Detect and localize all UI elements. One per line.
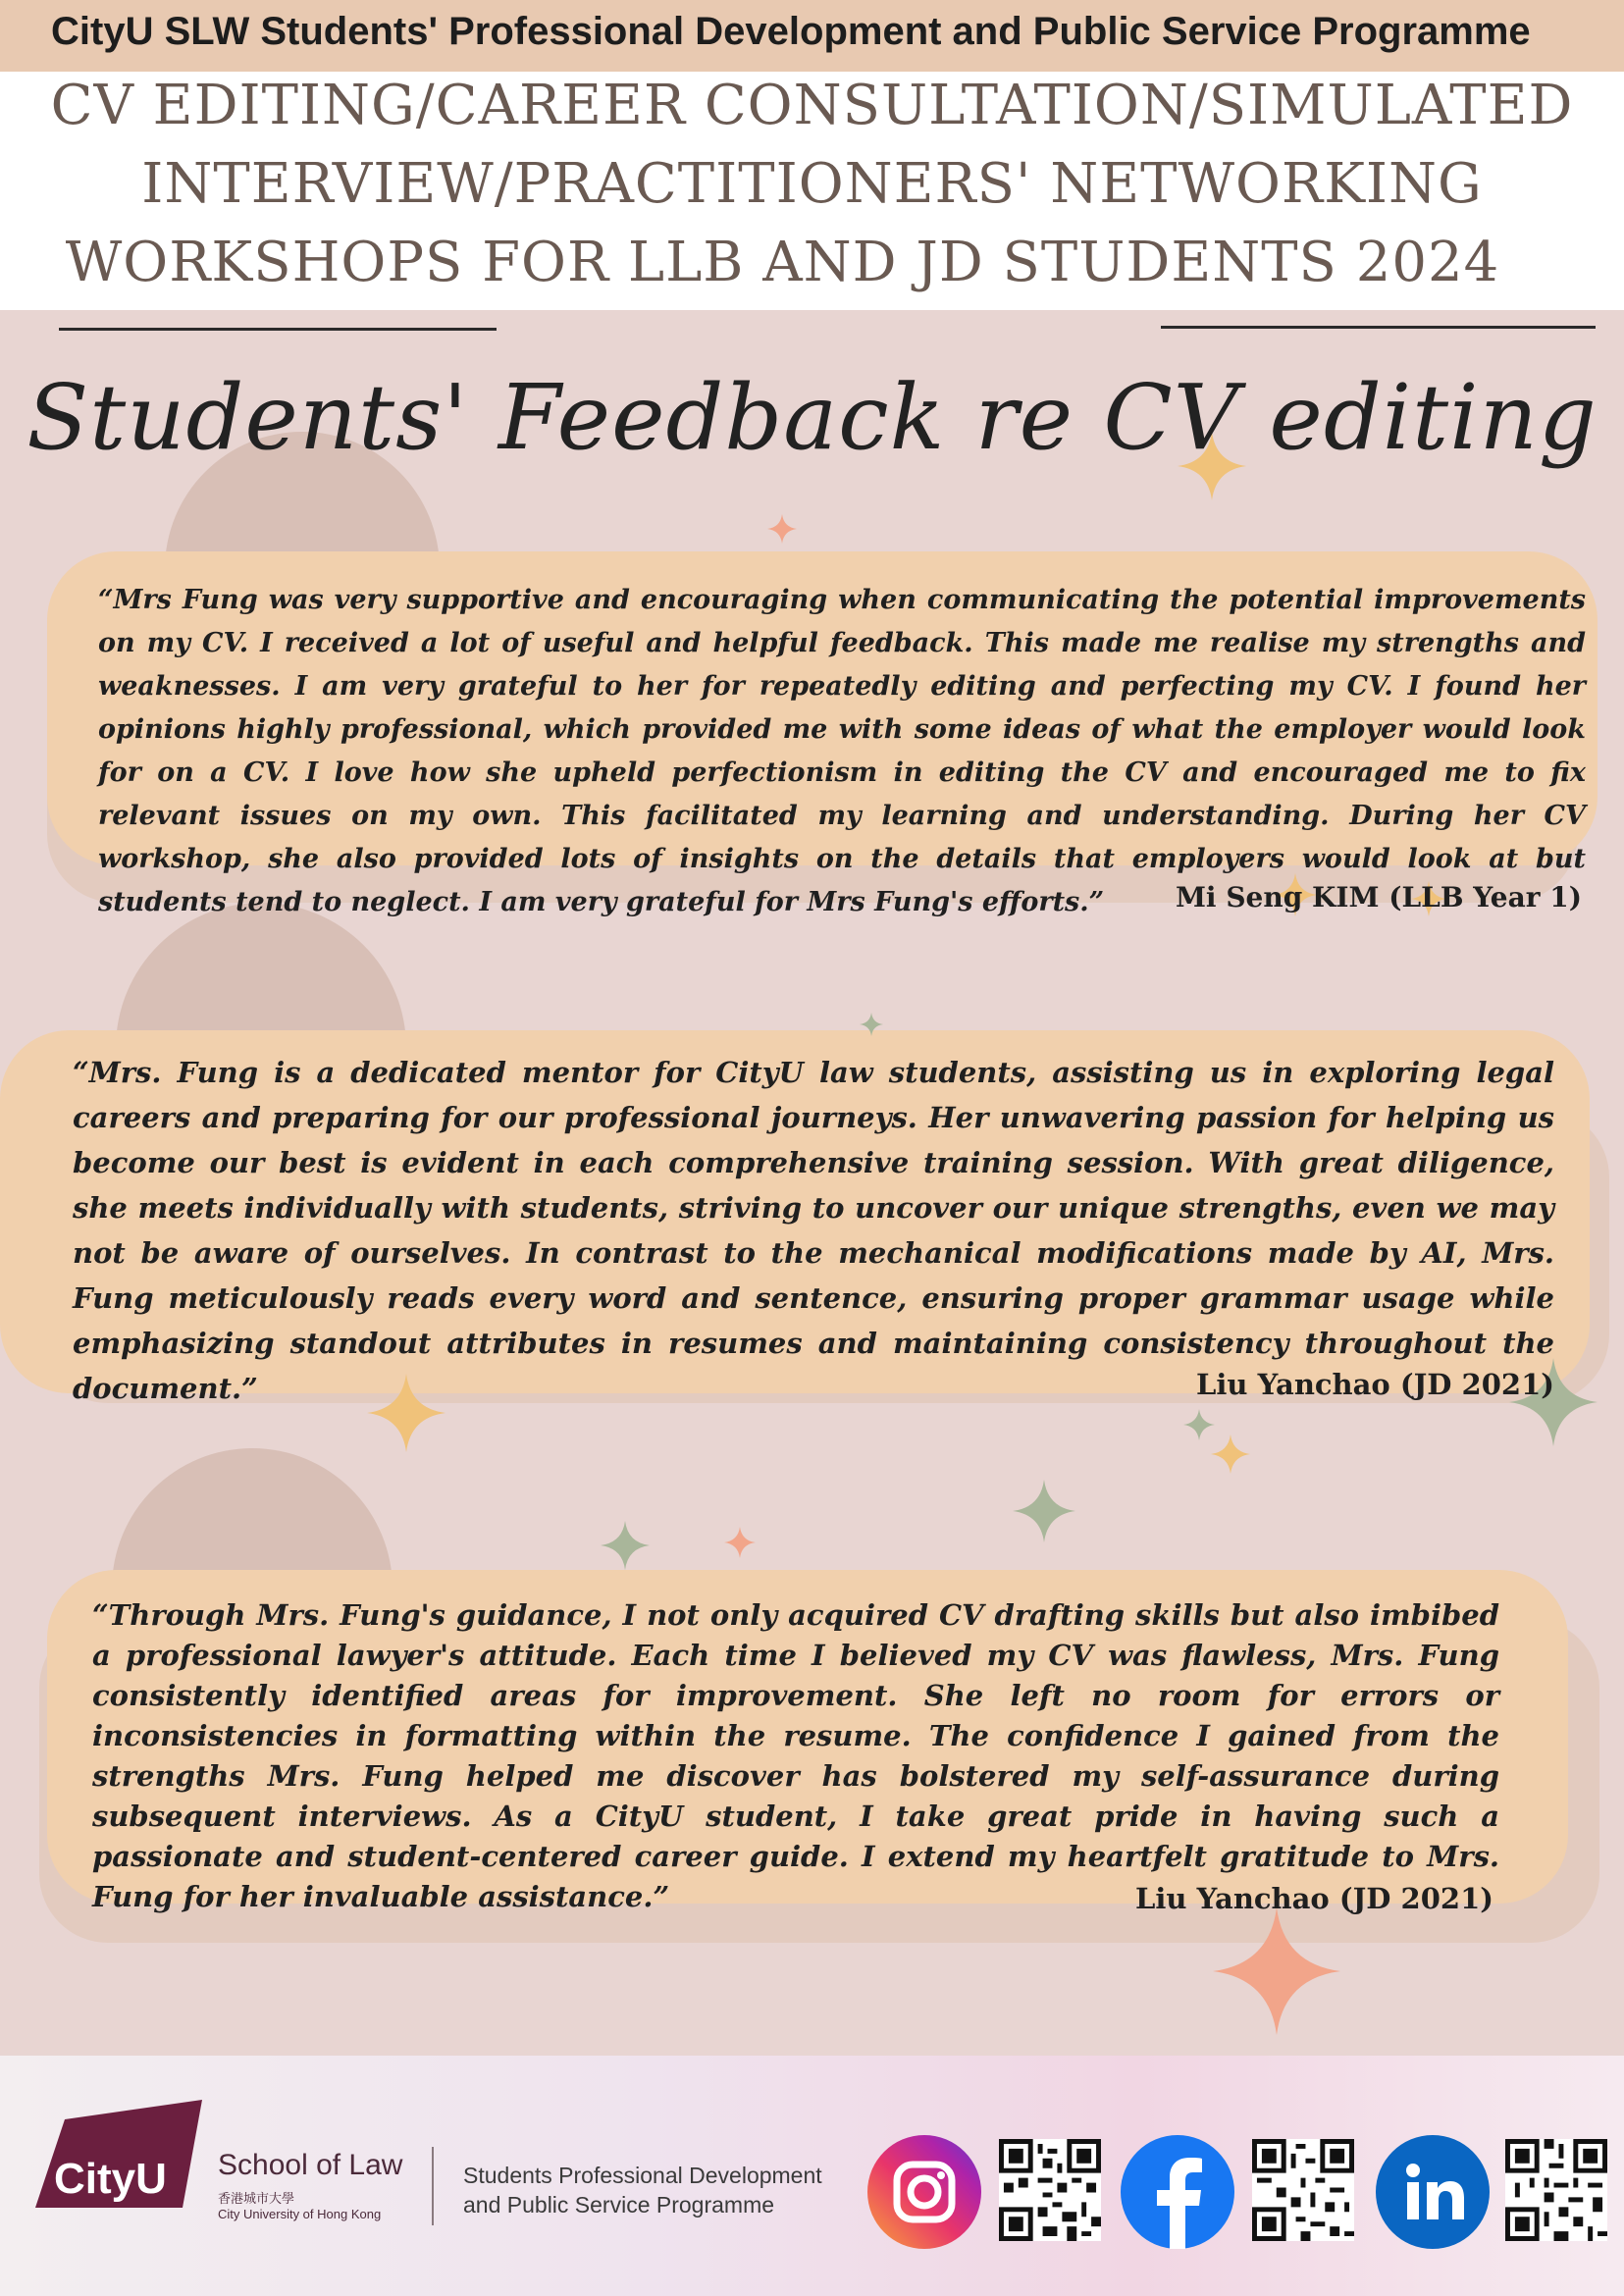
feedback-quote-3: “Through Mrs. Fung's guidance, I not only acquired CV drafting skills but also imbibed a professional lawyer's attitude. Each time I believed my CV was flawless, Mrs. Fung consistently identified areas for improvement. She left no room for errors or inconsistencies in formatting within the resume. The confidence I gained from the strengths Mrs. Fung helped me discover has bolstered my self-assurance during subsequent interviews. As a CityU student, I take great pride in having such a passionate and student-centered career guide. I extend my heartfelt gratitude to Mrs. Fung for her invaluable assistance.” <box>92 1598 1499 1913</box>
programme-name: CityU SLW Students' Professional Development and Public Service Programme <box>51 10 1531 53</box>
feedback-quote-1: “Mrs Fung was very supportive and encouraging when communicating the potential improvements on my CV. I received a lot of useful and helpful feedback. This made me realise my strengths and weaknesses. I am very grateful to her for repeatedly editing and perfecting my CV. I found her opinions highly professional, which provided me with some ideas of what the employer would look for on a CV. I love how she upheld perfectionism in editing the CV and encouraged me to fix relevant issues on my own. This facilitated my learning and understanding. During her CV workshop, she also provided lots of insights on the details that employers would look at but students tend to neglect. I am very grateful for Mrs Fung's efforts.” <box>98 585 1586 917</box>
instagram-qr-code[interactable] <box>999 2139 1101 2241</box>
school-chinese-name: 香港城市大學 <box>218 2191 295 2206</box>
feedback-quote-2: “Mrs. Fung is a dedicated mentor for CityU law students, assisting us in exploring legal careers and preparing for our professional journeys. Her unwavering passion for helping us become our best is evident in each comprehensive training session. With great diligence, she meets individually with students, striving to uncover our unique strengths, even we may not be aware of ourselves. In contrast to the mechanical modifications made by AI, Mrs. Fung meticulously reads every word and sentence, ensuring proper grammar usage while emphasizing standout attributes in resumes and maintaining consistency throughout the document.” <box>73 1056 1554 1405</box>
sparkle-icon <box>1211 1435 1250 1474</box>
feedback-author-2: Liu Yanchao (JD 2021) <box>1195 1368 1554 1401</box>
instagram-icon[interactable] <box>867 2135 981 2249</box>
feedback-author-3: Liu Yanchao (JD 2021) <box>1134 1882 1493 1915</box>
page-title-line-3: WORKSHOPS FOR LLB AND JD STUDENTS 2024 <box>65 231 1500 294</box>
footer-programme-line-1: Students Professional Development <box>463 2163 822 2188</box>
page-title-line-2: INTERVIEW/PRACTITIONERS' NETWORKING <box>141 152 1483 216</box>
sparkle-icon <box>601 1521 650 1570</box>
title-divider-left <box>59 328 497 331</box>
cityu-logo-text: CityU <box>54 2155 167 2203</box>
title-block <box>0 72 1624 310</box>
footer-divider <box>432 2147 434 2225</box>
sparkle-icon <box>1213 1907 1340 2035</box>
linkedin-icon[interactable] <box>1376 2135 1490 2249</box>
school-name: School of Law <box>218 2149 403 2181</box>
school-english-name: City University of Hong Kong <box>218 2207 382 2221</box>
sparkle-icon <box>724 1527 756 1558</box>
linkedin-qr-code[interactable] <box>1505 2139 1607 2241</box>
title-divider-right <box>1161 326 1596 329</box>
programme-banner <box>0 0 1624 72</box>
section-title: Students' Feedback re CV editing <box>26 365 1598 470</box>
footer-programme <box>463 2161 822 2219</box>
page-title-line-1: CV EDITING/CAREER CONSULTATION/SIMULATED <box>50 74 1574 137</box>
feedback-author-1: Mi Seng KIM (LLB Year 1) <box>1175 881 1582 913</box>
sparkle-icon <box>1013 1480 1075 1542</box>
sparkle-icon <box>860 1013 883 1036</box>
sparkle-icon <box>767 514 797 544</box>
footer-programme-line-2: and Public Service Programme <box>463 2192 775 2218</box>
facebook-qr-code[interactable] <box>1252 2139 1354 2241</box>
facebook-icon[interactable] <box>1121 2135 1234 2249</box>
school-subtitle <box>218 2191 381 2222</box>
